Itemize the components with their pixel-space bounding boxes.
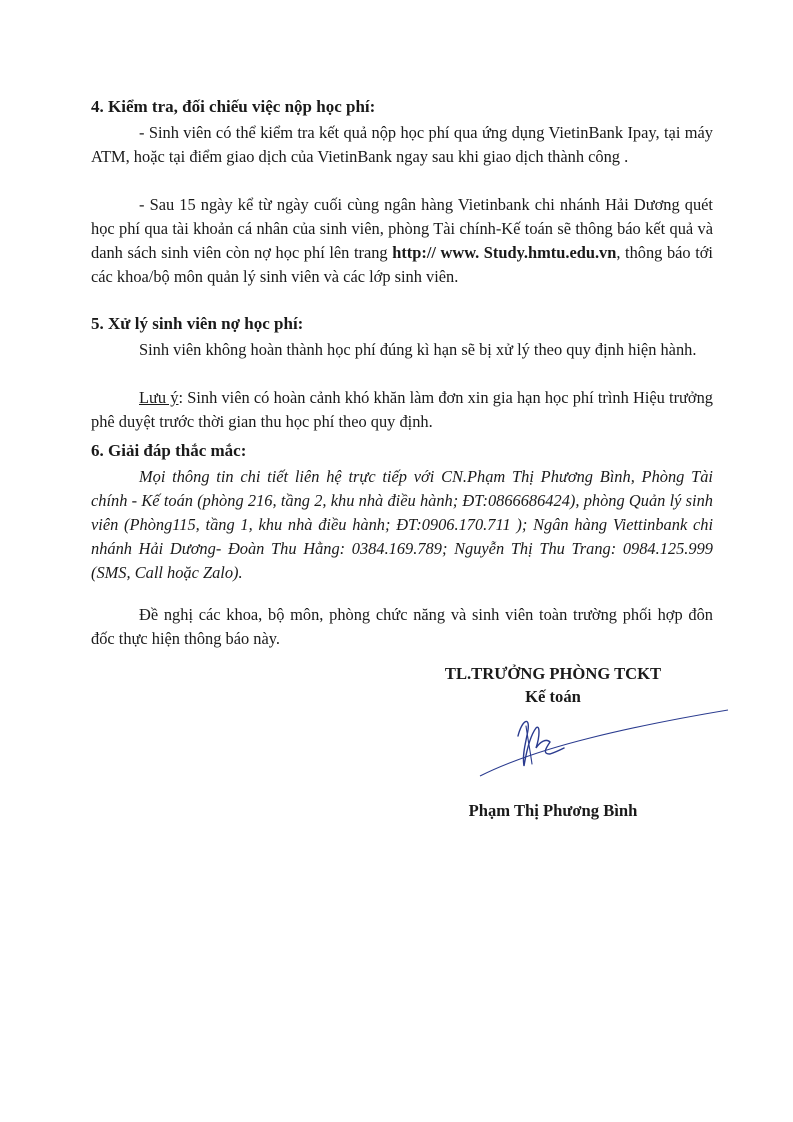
section-4-heading: 4. Kiểm tra, đối chiếu việc nộp học phí: — [91, 97, 376, 116]
section-4-paragraph-1: - Sinh viên có thể kiểm tra kết quả nộp học phí qua ứng dụng VietinBank Ipay, tại máy ATM, hoặc tại điểm giao dịch của VietinBank ngay sau khi giao dịch thành công . — [91, 123, 713, 166]
section-6-contact-paragraph: Mọi thông tin chi tiết liên hệ trực tiếp với CN.Phạm Thị Phương Bình, Phòng Tài chính - Kế toán (phòng 216, tầng 2, khu nhà điều hành; ĐT:0866686424), phòng Quản lý sinh viên (Phòng115, tầng 1, khu nhà điều hành; ĐT:0906.170.711 ); Ngân hàng Viettinbank chi nhánh Hải Dương- Đoàn Thu Hằng: 0384.169.789; Nguyễn Thị Thu Trang: 0984.125.999 (SMS, Call hoặc Zalo). — [91, 467, 713, 582]
note-text: : Sinh viên có hoàn cảnh khó khăn làm đơn xin gia hạn học phí trình Hiệu trưởng phê duyệt trước thời gian thu học phí theo quy định. — [91, 388, 713, 431]
note-label: Lưu ý — [139, 388, 179, 407]
signature-title: TL.TRƯỞNG PHÒNG TCKT — [444, 664, 662, 683]
section-5-note — [91, 386, 713, 434]
section-5-paragraph-1: Sinh viên không hoàn thành học phí đúng kì hạn sẽ bị xử lý theo quy định hiện hành. — [139, 340, 697, 359]
section-6-heading: 6. Giải đáp thắc mắc: — [91, 441, 247, 460]
results-website-link[interactable]: http:// www. Study.hmtu.edu.vn — [392, 243, 617, 262]
handwritten-signature — [470, 706, 730, 786]
section-4-paragraph-2 — [91, 193, 713, 289]
section-4-p2-text-before: - Sau 15 ngày kể từ ngày cuối cùng ngân hàng Vietinbank chi nhánh Hải Dương quét học phí qua tài khoản cá nhân của sinh viên, phòng Tài chính-Kế toán sẽ thông báo kết quả và danh sách sinh viên còn nợ học phí lên trang — [91, 195, 713, 262]
signature-name: Phạm Thị Phương Bình — [468, 801, 638, 820]
section-4-p2-text-after: , thông báo tới các khoa/bộ môn quản lý sinh viên và các lớp sinh viên. — [91, 243, 713, 286]
signature-role: Kế toán — [525, 687, 581, 706]
section-6-closing-paragraph: Đề nghị các khoa, bộ môn, phòng chức năng và sinh viên toàn trường phối hợp đôn đốc thực hiện thông báo này. — [91, 605, 713, 648]
section-5-heading: 5. Xử lý sinh viên nợ học phí: — [91, 314, 304, 333]
